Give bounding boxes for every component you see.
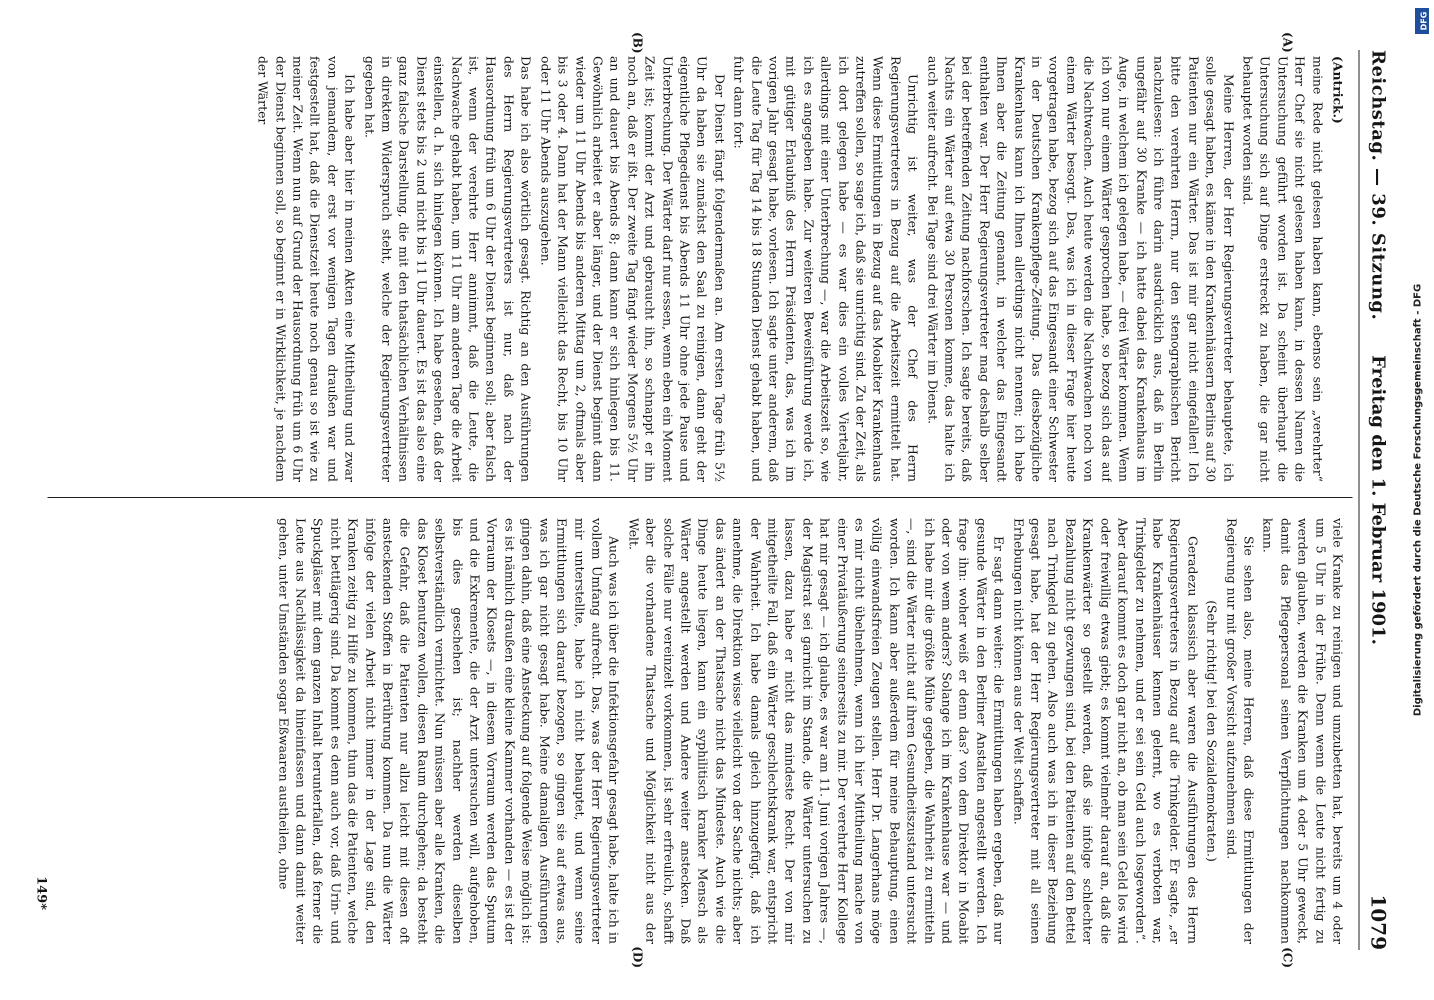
header-date: Freitag den 1. Februar 1901. [1367,355,1389,645]
right-paragraph: Geradezu klassisch aber waren die Ausführungen des Herrn Regierungsvertreters in Bezug auf die Trinkgelder. Er sagte, „er habe Krankenhäuser kennen gelernt, wo es verboten war, Trinkgelder zu nehmen, und er sei sein Geld auch losgeworden“. Aber darauf kommt es doch gar nicht an, ob man sein Geld los wird oder freiwillig etwas giebt; es kommt vielmehr darauf an, daß die Krankenwärter so gestellt werden, daß sie infolge schlechter Bezahlung nicht gezwungen sind, bei den Patienten auf den Bettel nach Trinkgeld zu gehen. Also auch was ich in dieser Beziehung gesagt habe, hat der Herr Regierungsvertreter mit all seinen Erhebungen nicht können aus der Welt schaffen. [1011,518,1201,944]
header-left: Reichstag. — 39. Sitzung. [1367,50,1389,321]
right-paragraph: viele Kranke zu reinigen und umzubetten hat, bereits um 4 oder um 5 Uhr in der Frühe. Denn wenn die Leute nicht fertig zu werden glauben, werden die Kranken um 4 oder 5 Uhr geweckt, damit das Pflegepersonal seinen Verpflichtungen nachkommen kann. [1260,518,1346,944]
running-head: (Antrick.) [1330,56,1346,124]
right-interjection: (Sehr richtig! bei den Sozialdemokraten.) [1204,600,1220,862]
right-paragraph: Sie sehen also, meine Herren, daß diese Ermittlungen der Regierung nur mit großer Vorsicht aufzunehmen sind. [1224,518,1257,944]
margin-mark-c: (C) [1280,947,1295,968]
left-paragraph: meine Rede nicht gelesen haben kann, ebenso sein „verehrter“ Herr Chef sie nicht gelesen haben kann, in dessen Namen die Untersuchung geführt worden ist. Da scheint überhaupt die Untersuchung sich auf Dinge erstreckt zu haben, die gar nicht behauptet worden sind. [1240,56,1326,482]
header-rule [1359,50,1360,950]
right-paragraph: Er sagt dann weiter: die Ermittlungen haben ergeben, daß nur gesunde Wärter in den Berliner Anstalten angestellt werden. Ich frage ihn: woher weiß er denn das? von dem Direktor in Moabit oder von wem anders? Solange ich im Krankenhause war — und ich habe mir die größte Mühe gegeben, die Wahrheit zu ermitteln —, sind die Wärter nicht auf ihren Gesundheitszustand untersucht worden. Ich kann aber außerdem für meine Behauptung, einen völlig einwandsfreien Zeugen stellen. Herr Dr. Langerhans möge es mir nicht übelnehmen, wenn ich hier Mittheilung mache von einer Privatäußerung seinerseits zu mir. Der verehrte Herr Kollege hat mir gesagt — ich glaube, es war am 11. Juni vorigen Jahres —, der Magistrat sei garnicht im Stande, die Wärter untersuchen zu lassen, dazu habe er nicht das mindeste Recht. Der von mir mitgetheilte Fall, daß ein Wärter geschlechtskrank war, entspricht der Wahrheit. Ich habe damals gleich hinzugefügt, daß ich annehme, die Direktion wisse vielleicht von der Sache nichts; aber das ändert an der Thatsache nicht das Mindeste. Auch wie die Dinge heute liegen, kann ein syphilitisch kranker Mensch als Wärter angestellt werden und Andere weiter anstecken. Daß solche Fälle nur vereinzelt vorkommen, ist sehr erfreulich, schafft aber die vorhandene Thatsache und Möglichkeit nicht aus der Welt. [626,518,1007,944]
digitization-text: Digitalisierung gefördert durch die Deutsche Forschungsgemeinschaft - DFG [1412,283,1424,717]
right-column [50,518,1347,944]
header-page-number: 1079 [1366,894,1391,950]
left-paragraph: Meine Herren, der Herr Regierungsvertreter behauptete, ich solle gesagt haben, es käme in den Krankenhäusern Berlins auf 30 Patienten nur ein Wärter. Das ist mir gar nicht eingefallen! Ich bitte den verehrten Herrn, nur den stenographischen Bericht nachzulesen: ich führe darin ausdrücklich aus, daß in Berlin ungefähr auf 30 Kranke — ich hatte dabei das Krankenhaus im Auge, in welchem ich gelegen habe, — drei Wärter kommen. Wenn ich von nur einem Wärter gesprochen habe, so bezog sich das auf die Nachtwachen. Auch heute werden die Nachtwachen noch von einem Wärter besorgt. Das, was ich in dieser Frage hier heute vorgetragen habe, bezog sich auf das Eingesandt einer Schwester in der Deutschen Krankenpflege-Zeitung. Das diesbezügliche Krankenhaus kann ich Ihnen allerdings nicht nennen; ich habe Ihnen aber die Zeitung genannt, in welcher das Eingesandt enthalten war. Der Herr Regierungsvertreter mag deshalb selber bei der betreffenden Zeitung nachforschen. Ich sagte bereits, daß Nachts ein Wärter auf etwa 30 Personen komme, das halte ich auch weiter aufrecht. Bei Tage sind drei Wärter im Dienst. [925,56,1237,482]
left-paragraph: Ich habe aber hier in meinen Akten eine Mittheilung und zwar von jemandem, der erst vor wenigen Tagen draußen war und festgestellt hat, daß die Dienstzeit heute noch genau so ist wie zu meiner Zeit. Wenn nun auf Grund der Hausordnung früh um 6 Uhr der Dienst beginnen soll, so beginnt er in Wirklichkeit, je nachdem der Wärter [255,56,358,482]
dfg-badge-label: DFG [1419,11,1429,31]
right-paragraph: Auch was ich über die Infektionsgefahr gesagt habe, halte ich in vollem Umfang aufrecht. Das, was der Herr Regierungsvertreter mir unterstellte, habe ich nicht behauptet, und wenn seine Ermittlungen sich darauf bezogen, so gingen sie auf etwas aus, was ich gar nicht gesagt habe. Meine damaligen Ausführungen gingen dahin, daß eine Ansteckung auf folgende Weise möglich ist: es ist nämlich draußen eine kleine Kammer vorhanden — es ist der Vorraum der Klosets —, in diesem Vorraum werden das Sputum und die Exkremente, die der Arzt untersuchen will, aufgehoben, bis dies geschehen ist; nachher werden dieselben selbstverständlich vernichtet. Nun müssen aber alle Kranken, die das Kloset benutzen wollen, diesen Raum durchgehen; da besteht die Gefahr, daß die Patienten nur allzu leicht mit diesen oft ansteckenden Stoffen in Berührung kommen. Da nun die Wärter infolge der vielen Arbeit nicht immer in der Lage sind, den Kranken zeitig zu Hilfe zu kommen, thun das die Patienten, welche nicht bettlägerig sind. Da kommt es denn auch vor, daß Urin- und Spuckgläser mit dem ganzen Inhalt herunterfallen, daß ferner die Leute aus Nachlässigkeit da hineinfassen und dann damit weiter gehen, unter Umständen sogar Eßwaaren austheilen, ohne [276,518,622,944]
left-column [50,56,1347,482]
rotated-document-page [30,30,1405,970]
page-header [1359,50,1395,950]
dfg-logo [1415,8,1429,34]
margin-mark-a: (A) [1280,32,1295,53]
left-paragraph: Unrichtig ist weiter, was der Chef des Herrn Regierungsvertreters in Bezug auf die Arbeitszeit ermittelt hat. Wenn diese Ermittlungen in Bezug auf das Moabiter Krankenhaus zutreffen sollen, so sage ich, daß sie unrichtig sind. Zu der Zeit, als ich dort gelegen habe — es war dies ein volles Vierteljahr, allerdings mit einer Unterbrechung —, war die Arbeitszeit so, wie ich es angegeben habe. Zur weiteren Beweisführung werde ich, mit gütiger Erlaubniß des Herrn Präsidenten, das, was ich im vorigen Jahr gesagt habe, vorlesen. Ich sagte unter anderem, daß die Leute Tag für Tag 14 bis 18 Stunden Dienst gehabt haben, und fuhr dann fort: [731,56,921,482]
digitization-note [1405,6,1431,994]
margin-mark-d: (D) [630,946,645,968]
sheet-signature: 149* [33,876,49,910]
margin-mark-b: (B) [630,32,645,54]
left-paragraph: Der Dienst fängt folgendermaßen an. Am ersten Tage früh 5½ Uhr da haben sie zunächst den Saal zu reinigen, dann geht der eigentliche Pflegedienst bis Abends 11 Uhr ohne jede Pause und Unterbrechung. Der Wärter darf nur essen, wenn eben ein Moment Zeit ist; kommt der Arzt und gebraucht ihn, so schnappt er ihn noch an, daß er ißt. Der zweite Tag fängt wieder Morgens 5½ Uhr an und dauert bis Abends 8; dann kann er sich hinlegen bis 11. Gewöhnlich arbeitet er aber länger, und der Dienst beginnt dann wieder um 11 Uhr Abends bis anderen Mittag um 2, oftmals aber bis 3 oder 4. Dann hat der Mann vielleicht das Recht, bis 10 Uhr oder 11 Uhr Abends auszugehen. [538,56,728,482]
column-divider [48,497,1353,498]
left-paragraph: Das habe ich also wörtlich gesagt. Richtig an den Ausführungen des Herrn Regierungsvertreters ist nur, daß nach der Hausordnung früh um 6 Uhr der Dienst beginnen soll; aber falsch ist, wenn der verehrte Herr annimmt, daß die Leute, die Nachwache gehabt haben, um 11 Uhr am anderen Tage die Arbeit einstellen, d. h. sich hinlegen können. Ich habe gesehen, daß der Dienst stets bis 2 und nicht bis 11 Uhr dauert. Es ist das also eine ganz falsche Darstellung, die mit den thatsächlichen Verhältnissen in direktem Widerspruch steht, welche der Regierungsvertreter gegeben hat. [362,56,534,482]
